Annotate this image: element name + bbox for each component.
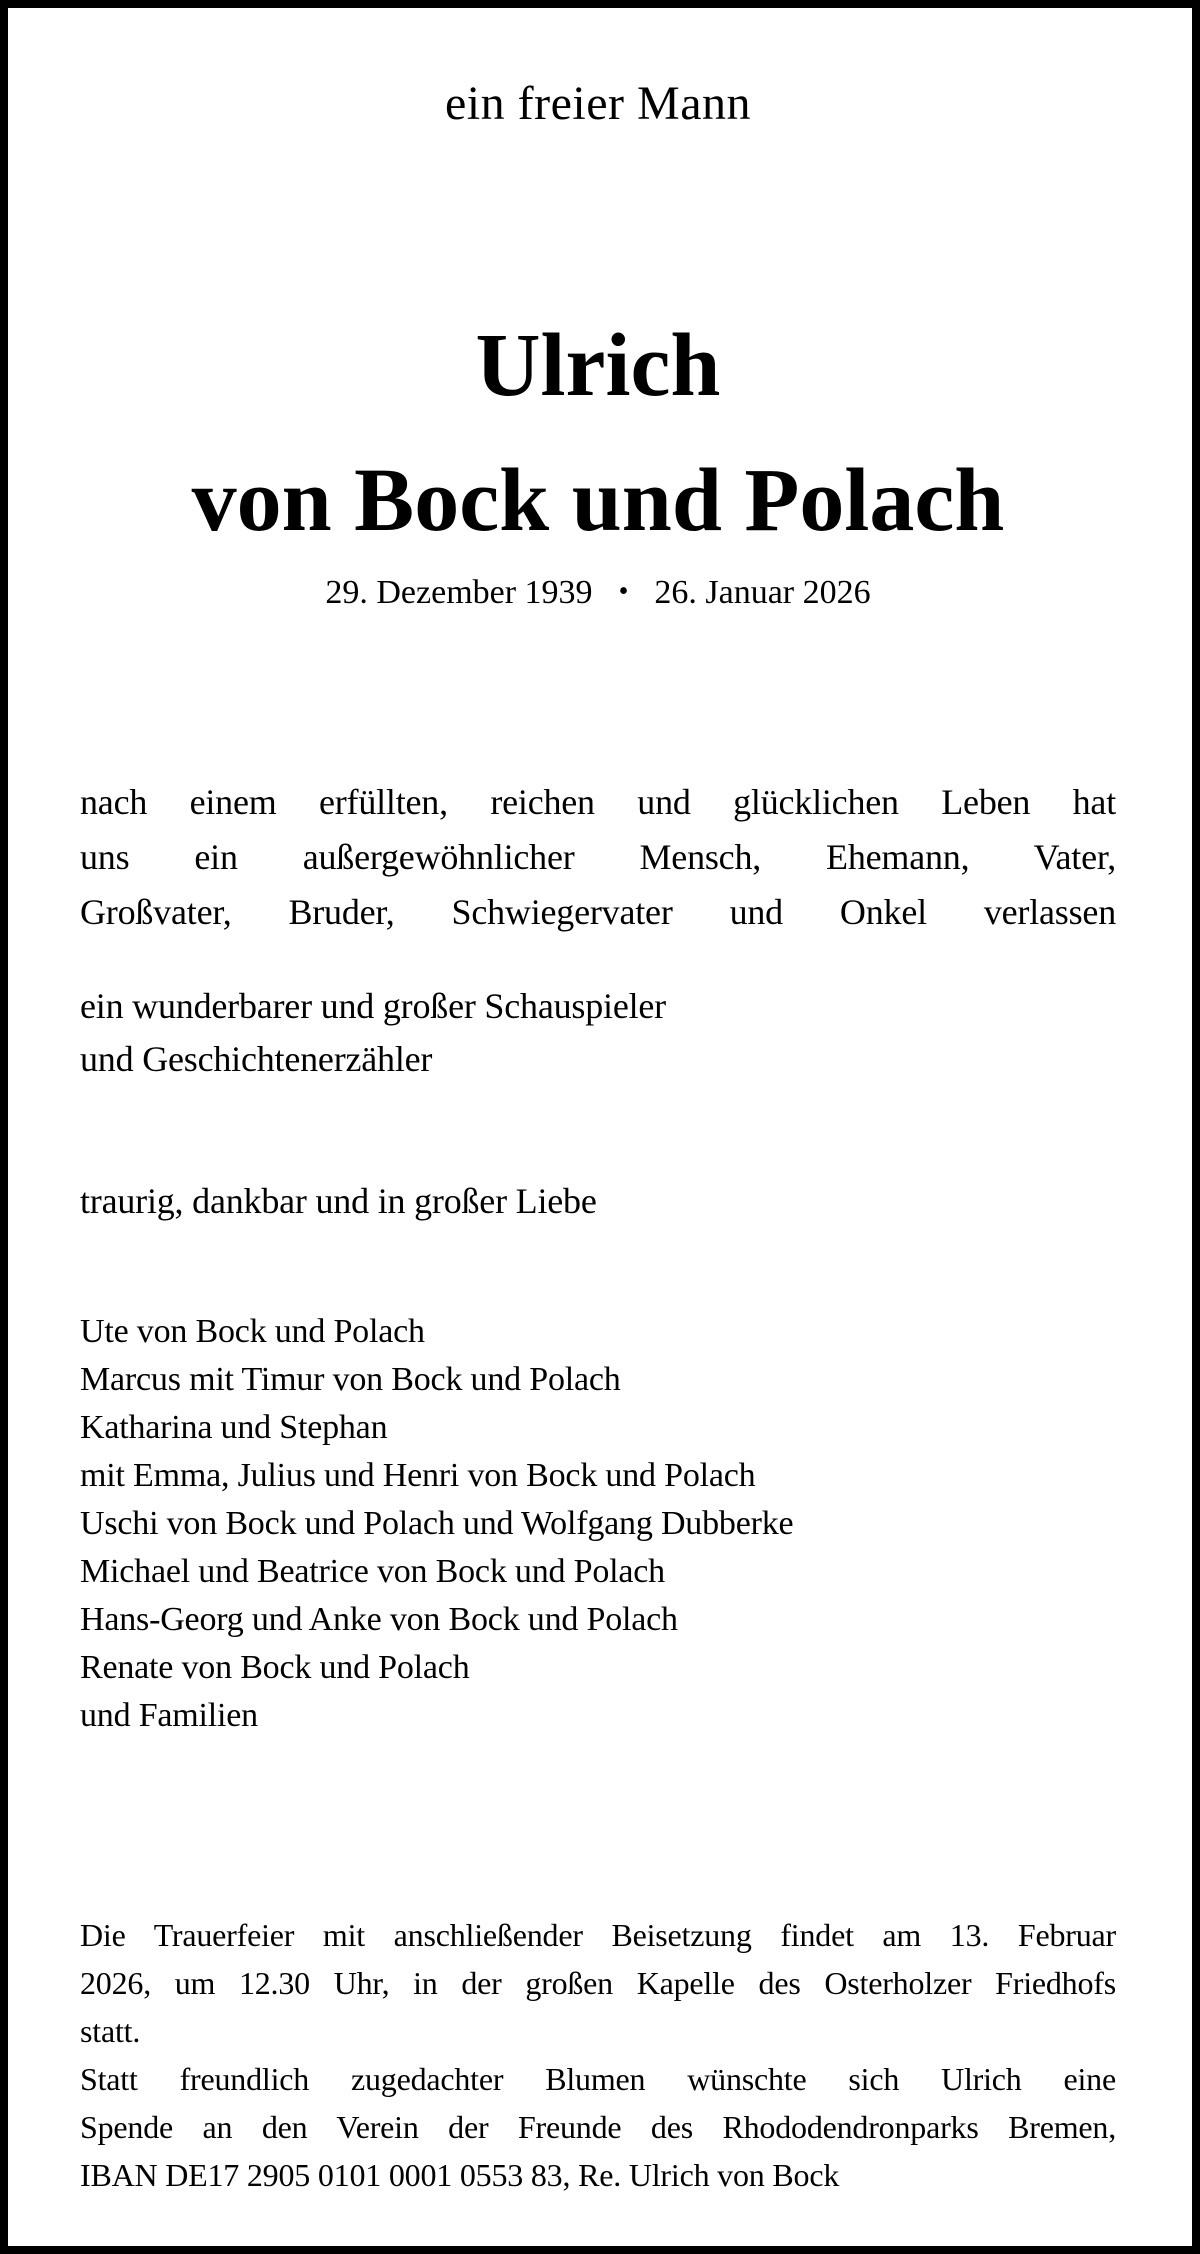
tribute-paragraph	[80, 775, 1116, 940]
funeral-info-line: Spende an den Verein der Freunde des Rhododendronparks Bremen,	[80, 2109, 1116, 2145]
mourner-line: Uschi von Bock und Polach und Wolfgang Dubberke	[80, 1505, 794, 1542]
tribute-paragraph-2	[80, 980, 1116, 1086]
mourner-line: Ute von Bock und Polach	[80, 1313, 425, 1350]
deceased-name-block	[80, 298, 1116, 568]
farewell-line: traurig, dankbar und in großer Liebe	[80, 1181, 597, 1221]
tribute-line: Großvater, Bruder, Schwiegervater und Onkel verlassen	[80, 892, 1116, 932]
deceased-first-name: Ulrich	[475, 316, 721, 415]
funeral-info-line: 2026, um 12.30 Uhr, in der großen Kapelle des Osterholzer Friedhofs	[80, 1965, 1116, 2001]
funeral-info	[80, 1911, 1116, 2199]
tribute-line: uns ein außergewöhnlicher Mensch, Ehemann, Vater,	[80, 837, 1116, 877]
funeral-info-line: Statt freundlich zugedachter Blumen wünschte sich Ulrich eine	[80, 2061, 1116, 2097]
deceased-last-name: von Bock und Polach	[191, 451, 1005, 550]
death-date: 26. Januar 2026	[654, 574, 871, 611]
mourner-line: Marcus mit Timur von Bock und Polach	[80, 1361, 621, 1398]
mourners-list	[80, 1308, 1116, 1740]
date-separator-dot: •	[618, 576, 629, 607]
funeral-info-line: statt.	[80, 2013, 141, 2049]
tribute-line: nach einem erfüllten, reichen und glücklichen Leben hat	[80, 782, 1116, 822]
funeral-info-line: Die Trauerfeier mit anschließender Beisetzung findet am 13. Februar	[80, 1917, 1116, 1953]
tribute-line: ein wunderbarer und großer Schauspieler	[80, 986, 666, 1026]
epitaph-text: ein freier Mann	[444, 77, 752, 130]
mourner-line: Katharina und Stephan	[80, 1409, 388, 1446]
mourner-line: Renate von Bock und Polach	[80, 1649, 470, 1686]
mourner-line: Hans-Georg und Anke von Bock und Polach	[80, 1601, 678, 1638]
tribute-line: und Geschichtenerzähler	[80, 1039, 433, 1079]
funeral-iban-line: IBAN DE17 2905 0101 0001 0553 83, Re. Ulrich von Bock	[80, 2157, 840, 2193]
mourner-line: Michael und Beatrice von Bock und Polach	[80, 1553, 665, 1590]
life-dates	[80, 572, 1116, 616]
birth-date: 29. Dezember 1939	[325, 574, 593, 611]
mourner-line: mit Emma, Julius und Henri von Bock und Polach	[80, 1457, 756, 1494]
mourner-line: und Familien	[80, 1697, 258, 1734]
